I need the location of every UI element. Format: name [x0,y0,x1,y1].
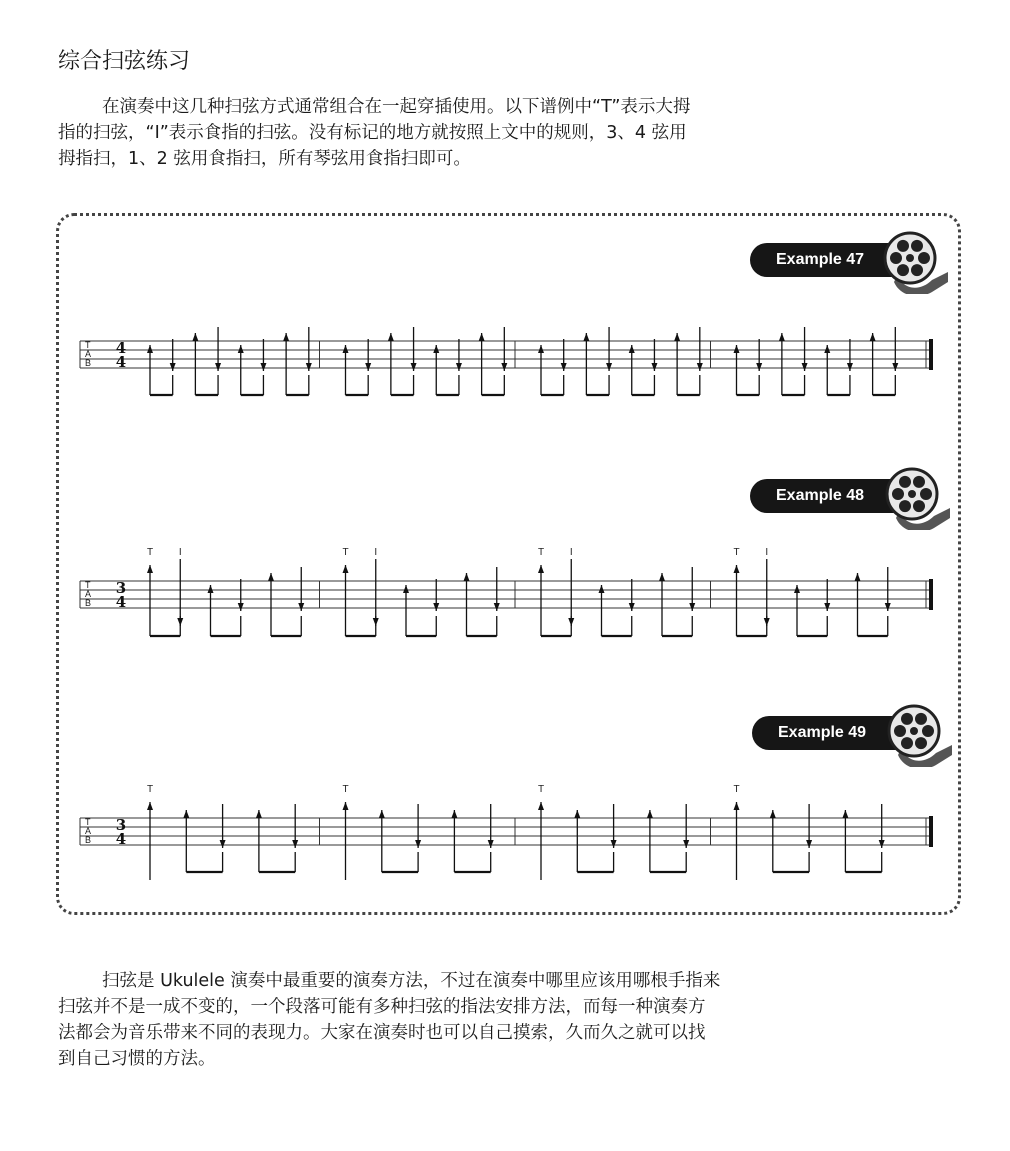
up-arrow [379,810,385,818]
up-arrow [842,810,848,818]
tab-clef-letter: A [85,826,92,836]
tab-clef-letter: T [85,580,91,590]
finger-mark: T [342,547,349,558]
down-arrow [220,840,226,848]
tab-clef-letter: A [85,349,92,359]
down-arrow [488,840,494,848]
example-badge: Example 48 [750,479,900,513]
time-signature-digit: 4 [115,353,127,371]
intro-line: 指的扫弦，“I”表示食指的扫弦。没有标记的地方就按照上文中的规则，3、4 弦用 [58,123,687,143]
tab-clef-letter: T [85,340,91,350]
final-barline-thick [929,816,933,847]
up-arrow [451,810,457,818]
tab-clef-letter: B [85,835,92,845]
time-signature-digit: 4 [115,830,127,848]
down-arrow [879,840,885,848]
down-arrow [806,840,812,848]
time-signature-digit: 4 [115,593,127,611]
outro-line: 法都会为音乐带来不同的表现力。大家在演奏时也可以自己摸索，久而久之就可以找 [58,1023,706,1043]
outro-paragraph [58,968,953,1072]
intro-line: 在演奏中这几种扫弦方式通常组合在一起穿插使用。以下谱例中“T”表示大拇 [102,97,691,117]
example-badge: Example 47 [750,243,900,277]
time-signature-digit: 3 [115,579,127,597]
up-arrow [183,810,189,818]
down-arrow [611,840,617,848]
up-arrow [256,810,262,818]
finger-mark: T [733,784,740,795]
tab-clef-letter: B [85,598,92,608]
tab-clef [85,817,91,845]
finger-mark: T [146,784,154,795]
finger-mark: I [765,547,769,558]
outro-line: 扫弦是 Ukulele 演奏中最重要的演奏方法，不过在演奏中哪里应该用哪根手指来 [102,971,721,991]
tab-clef-letter: A [85,589,92,599]
finger-mark: I [569,547,573,558]
time-signature-digit: 4 [115,339,127,357]
finger-mark: T [537,547,545,558]
up-arrow [574,810,580,818]
intro-line: 拇指扫，1、2 弦用食指扫，所有琴弦用食指扫即可。 [58,149,471,169]
example-badge: Example 49 [752,716,902,750]
outro-line: 到自己习惯的方法。 [58,1049,216,1069]
up-arrow [343,802,349,810]
up-arrow [734,802,740,810]
finger-mark: T [537,784,545,795]
tab-clef-letter: B [85,358,92,368]
finger-mark: I [374,547,378,558]
finger-mark: T [146,547,154,558]
time-signature-digit: 3 [115,816,127,834]
up-arrow [147,802,153,810]
up-arrow [647,810,653,818]
finger-mark: I [178,547,182,558]
finger-mark: T [342,784,349,795]
outro-line: 扫弦并不是一成不变的，一个段落可能有多种扫弦的指法安排方法，而每一种演奏方 [58,997,706,1017]
down-arrow [292,840,298,848]
finger-mark: T [733,547,740,558]
section-title: 综合扫弦练习 [58,49,191,74]
down-arrow [415,840,421,848]
up-arrow [538,802,544,810]
down-arrow [683,840,689,848]
up-arrow [770,810,776,818]
tab-clef-letter: T [85,817,91,827]
